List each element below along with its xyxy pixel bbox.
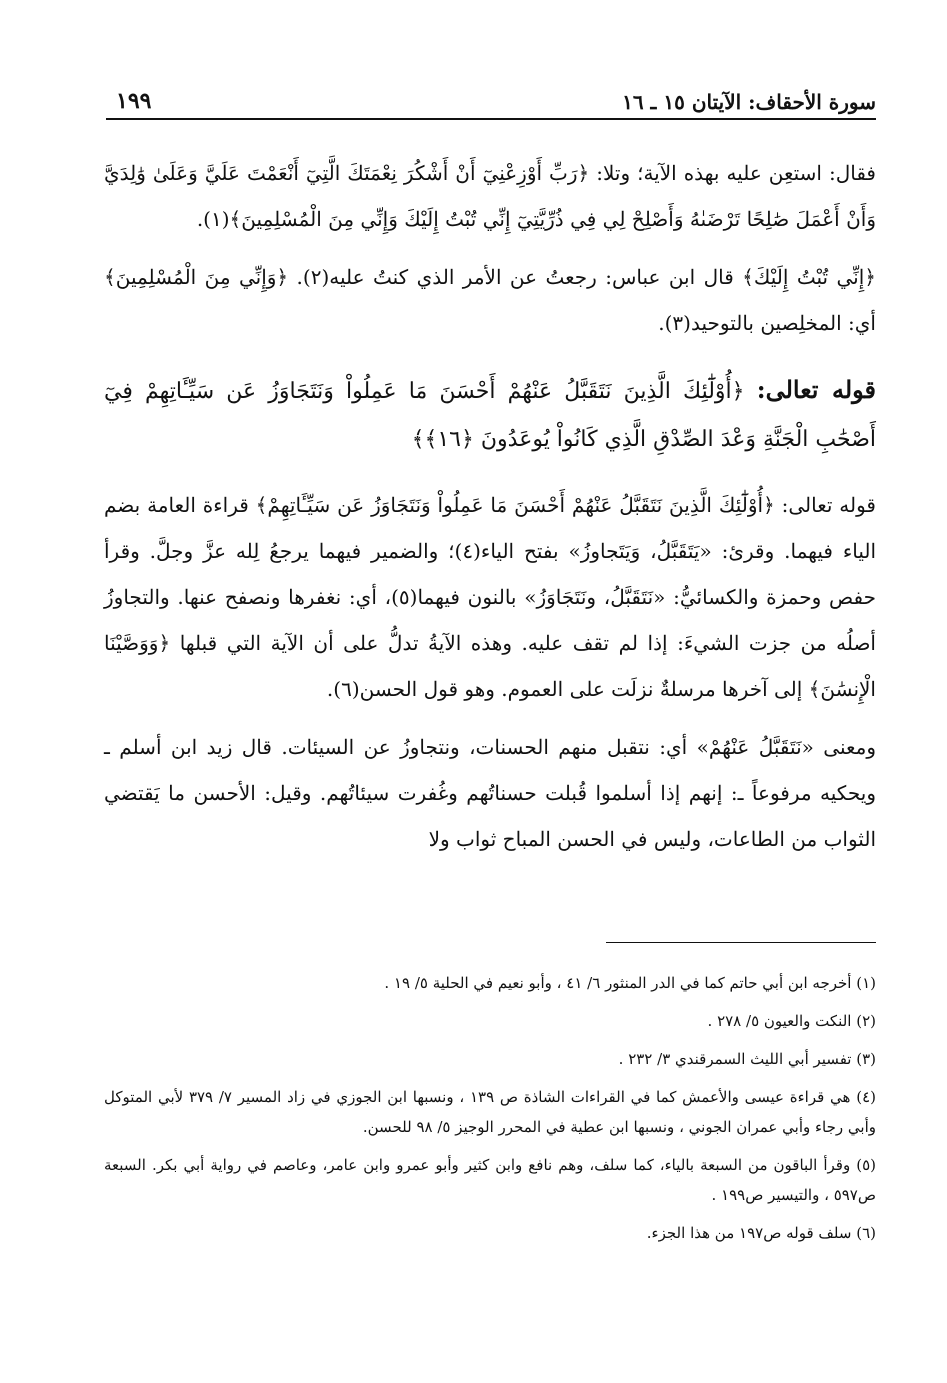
footnote-separator: [606, 942, 876, 943]
footnote-6: (٦) سلف قوله ص١٩٧ من هذا الجزء.: [646, 1224, 876, 1242]
page-number: ١٩٩: [116, 88, 152, 114]
footnote-5: (٥) وقرأ الباقون من السبعة بالياء، كما سلف، وهم نافع وابن كثير وأبو عمرو وابن عامر، وعاصم في رواية أبي بكر. السبعة ص٥٩٧ ، والتيسير ص١٩٩ .: [104, 1156, 876, 1204]
paragraph-3: قوله تعالى: ﴿أُوْلَٰٓئِكَ الَّذِينَ نَتَقَبَّلُ عَنْهُمْ أَحْسَنَ مَا عَمِلُواْ وَنَتَجَاوَزُ عَن سَيِّـَٔاتِهِمْ﴾ قراءة العامة بضم الياء فيهما. وقرئ: «يَتَقَبَّلُ، وَيَتَجاوزُ» بفتح الياء(٤)؛ والضمير فيهما يرجعُ لِله عزَّ وجلَّ. وقرأ حفص وحمزة والكسائيُّ: «نَتَقَبَّلُ، ونَتَجَاوَزُ» بالنون فيهما(٥)، أي: نغفرها ونصفح عنها. والتجاوزُ أصلُه من جزت الشيءَ: إذا لم تقف عليه. وهذه الآيةُ تدلُّ على أن الآية التي قبلها ﴿وَوَصَّيْنَا الْإِنسَٰنَ﴾ إلى آخرها مرسلةٌ نزلَت على العموم. وهو قول الحسن(٦).: [104, 493, 877, 701]
paragraph-1: فقال: استعِن عليه بهذه الآية؛ وتلا: ﴿رَبِّ أَوْزِعْنِيٓ أَنْ أَشْكُرَ نِعْمَتَكَ الَّتِيٓ أَنْعَمْتَ عَلَيَّ وَعَلَىٰ وَٰلِدَيَّ وَأَنْ أَعْمَلَ صَٰلِحًا تَرْضَىٰهُ وَأَصْلِحْ لِي فِي ذُرِّيَّتِيٓ إِنِّي تُبْتُ إِلَيْكَ وَإِنِّي مِنَ الْمُسْلِمِينَ﴾(١).: [104, 161, 876, 231]
footnotes: [104, 968, 876, 1256]
paragraph-4: ومعنى «نَتَقَبَّلُ عَنْهُمْ» أي: نتقبل منهم الحسنات، ونتجاوزُ عن السيئات. قال زيد ابن أسلم ـ ويحكيه مرفوعاً ـ: إنهم إذا أسلموا قُبلت حسناتُهم وغُفرت سيئاتُهم. وقيل: الأحسن ما يَقتضي الثواب من الطاعات، وليس في الحسن المباح ثواب ولا: [104, 735, 876, 851]
footnote-2: (٢) النكت والعيون ٥/ ٢٧٨ .: [707, 1012, 876, 1030]
verse-heading-lead: قوله تعالى:: [756, 375, 877, 404]
surah-title: سورة الأحقاف: الآيتان ١٥ ـ ١٦: [622, 90, 876, 114]
footnote-3: (٣) تفسير أبي الليث السمرقندي ٣/ ٢٣٢ .: [618, 1050, 876, 1068]
running-header: [106, 80, 876, 120]
footnote-1: (١) أخرجه ابن أبي حاتم كما في الدر المنثور ٦/ ٤١ ، وأبو نعيم في الحلية ٥/ ١٩ .: [384, 974, 876, 992]
verse-heading-text: ﴿أُوْلَٰٓئِكَ الَّذِينَ نَتَقَبَّلُ عَنْهُمْ أَحْسَنَ مَا عَمِلُواْ وَنَتَجَاوَزُ عَن سَيِّـَٔاتِهِمْ فِيٓ أَصْحَٰبِ الْجَنَّةِ وَعْدَ الصِّدْقِ الَّذِي كَانُواْ يُوعَدُونَ ﴿١٦﴾﴾: [104, 379, 876, 452]
paragraph-2: ﴿إِنِّي تُبْتُ إِلَيْكَ﴾ قال ابن عباس: رجعتُ عن الأمر الذي كنتُ عليه(٢). ﴿وَإِنِّي مِنَ الْمُسْلِمِينَ﴾ أي: المخلِصين بالتوحيد(٣).: [104, 265, 877, 335]
verse-heading: [104, 366, 876, 464]
footnote-4: (٤) هي قراءة عيسى والأعمش كما في القراءات الشاذة ص ١٣٩ ، ونسبها ابن الجوزي في زاد المسير ٧/ ٣٧٩ لأبي المتوكل وأبي رجاء وأبي عمران الجوني ، ونسبها ابن عطية في المحرر الوجيز ٥/ ٩٨ للحسن.: [104, 1088, 876, 1136]
main-text: [104, 150, 876, 874]
